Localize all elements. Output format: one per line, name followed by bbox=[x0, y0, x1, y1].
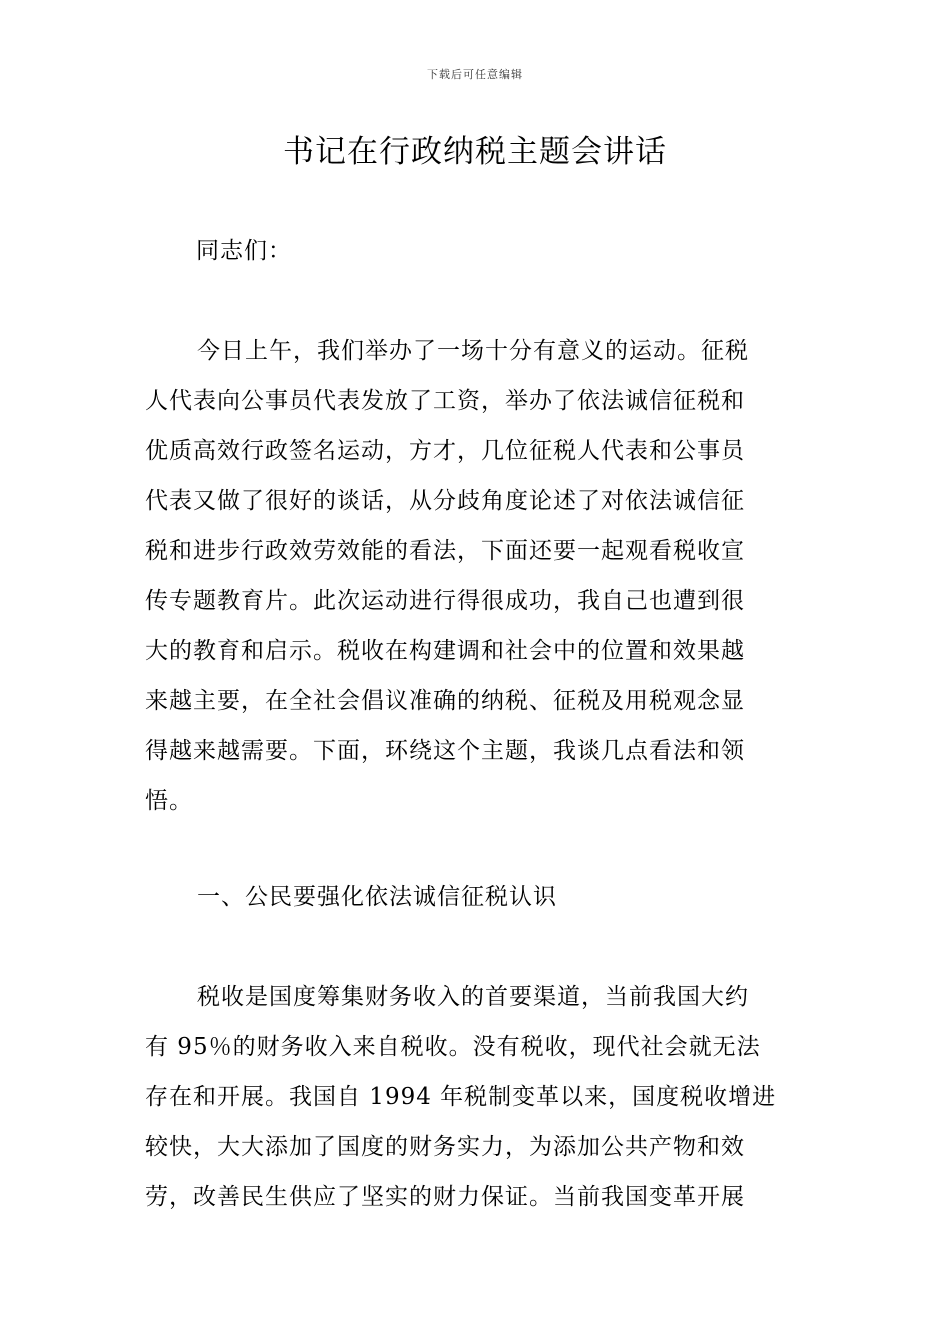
section-heading: 一、公民要强化依法诚信征税认识 bbox=[197, 884, 557, 910]
paragraph-line: 传专题教育片。此次运动进行得很成功，我自己也遭到很 bbox=[145, 588, 745, 614]
paragraph-1 bbox=[145, 326, 810, 826]
paragraph-2 bbox=[145, 972, 810, 1222]
paragraph-line: 较快，大大添加了国度的财务实力，为添加公共产物和效 bbox=[145, 1134, 745, 1160]
paragraph-line: 税和进步行政效劳效能的看法，下面还要一起观看税收宣 bbox=[145, 538, 745, 564]
paragraph-line: 税收是国度筹集财务收入的首要渠道，当前我国大约 bbox=[197, 984, 749, 1010]
header-note: 下载后可任意编辑 bbox=[427, 68, 523, 81]
paragraph-line: 优质高效行政签名运动，方才，几位征税人代表和公事员 bbox=[145, 438, 745, 464]
paragraph-line: 悟。 bbox=[145, 788, 193, 814]
paragraph-line: 代表又做了很好的谈话，从分歧角度论述了对依法诚信征 bbox=[145, 488, 745, 514]
paragraph-line: 今日上午，我们举办了一场十分有意义的运动。征税 bbox=[197, 338, 749, 364]
paragraph-line: 有 95％的财务收入来自税收。没有税收，现代社会就无法 bbox=[145, 1034, 761, 1060]
greeting: 同志们： bbox=[196, 238, 292, 264]
document-title: 书记在行政纳税主题会讲话 bbox=[283, 134, 667, 170]
paragraph-line: 来越主要，在全社会倡议准确的纳税、征税及用税观念显 bbox=[145, 688, 745, 714]
paragraph-line: 人代表向公事员代表发放了工资，举办了依法诚信征税和 bbox=[145, 388, 745, 414]
paragraph-line: 劳，改善民生供应了坚实的财力保证。当前我国变革开展 bbox=[145, 1184, 745, 1210]
paragraph-line: 大的教育和启示。税收在构建调和社会中的位置和效果越 bbox=[145, 638, 745, 664]
paragraph-line: 存在和开展。我国自 1994 年税制变革以来，国度税收增进 bbox=[145, 1084, 777, 1110]
section-1-heading-block bbox=[145, 872, 810, 922]
paragraph-line: 得越来越需要。下面，环绕这个主题，我谈几点看法和领 bbox=[145, 738, 745, 764]
